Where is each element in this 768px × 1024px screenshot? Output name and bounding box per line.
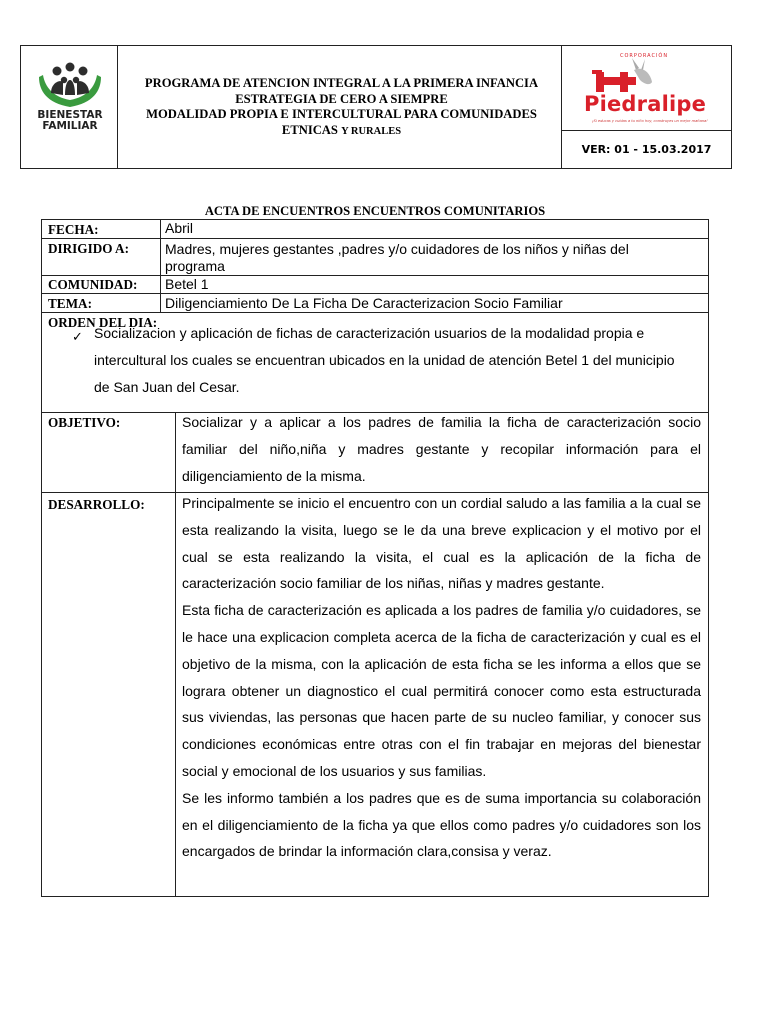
version-label: VER: 01 - 15.03.2017 (581, 142, 712, 156)
dirigido-label: DIRIGIDO A: (48, 241, 129, 256)
program-title (128, 76, 555, 139)
corporacion-label: CORPORACIÓN (620, 53, 669, 59)
dirigido-value: Madres, mujeres gestantes ,padres y/o cuidadores de los niños y niñas del programa (165, 241, 629, 274)
family-hands-icon (35, 61, 105, 111)
piedralipe-slogan: ¡Si educas y cuidas a tu niño hoy, construyes un mejor mañana! (592, 119, 708, 123)
piedralipe-logo (562, 46, 731, 131)
desarrollo-paragraph: Principalmente se inicio el encuentro con un cordial saludo a las familia a la cual se esta realizando la visita, luego se le da una breve explicacion y el motivo por el cual se esta realizando la visita, el cual es la aplicación de la ficha de caracterización socio familiar de los niñas, niñas y madres gestante. (182, 495, 701, 592)
header-title-cell (118, 46, 562, 168)
comunidad-value: Betel 1 (165, 276, 209, 292)
row-comunidad (42, 276, 708, 294)
program-title-line: ESTRATEGIA DE CERO A SIEMPRE (235, 91, 448, 106)
program-title-line: ETNICAS Y RURALES (281, 122, 402, 137)
objetivo-label: OBJETIVO: (48, 415, 121, 430)
desarrollo-paragraph: Esta ficha de caracterización es aplicada a los padres de familia y/o cuidadores, se le hace una explicacion completa acerca de la ficha de caracterización y cual es el objetivo de la misma, con la aplicación de esta ficha se les informa a ellos que se lograra obtener un diagnostico el cual permitirá conocer como esta estructurada sus viviendas, las personas que hacen parte de su nucleo familiar, y conocer sus condiciones económicas entre otras con el fin trabajar en mejoras del bienestar social y emocional de los usuarios y sus familias. (182, 602, 701, 779)
row-objetivo (42, 413, 708, 493)
objetivo-value: Socializar y a aplicar a los padres de familia la ficha de caracterización socio familiar del niño,niña y madres gestante y recopilar información para el diligenciamiento de la misma. (182, 414, 701, 484)
program-title-line: MODALIDAD PROPIA E INTERCULTURAL PARA COMUNIDADES (146, 107, 537, 121)
row-orden-del-dia (42, 313, 708, 413)
desarrollo-text (182, 490, 701, 865)
document-title: ACTA DE ENCUENTROS ENCUENTROS COMUNITARIOS (204, 204, 546, 218)
tema-label: TEMA: (48, 296, 92, 311)
row-desarrollo (42, 493, 708, 896)
orden-item: Socializacion y aplicación de fichas de caracterización usuarios de la modalidad propia e intercultural los cuales se encuentran ubicados en la unidad de atención Betel 1 del municipio de San Juan del Cesar. (94, 325, 675, 395)
orden-label: ORDEN DEL DIA: (48, 315, 158, 330)
logo-cell-left (21, 46, 118, 168)
document-header (20, 45, 732, 169)
donkey-icon (590, 58, 660, 94)
desarrollo-paragraph: Se les informo también a los padres que es de suma importancia su colaboración en el diligenciamiento de la ficha ya que ellos como padres y/o cuidadores son los encargados de brindar la información clara,consisa y veraz. (182, 789, 701, 860)
acta-table (41, 219, 709, 897)
row-tema (42, 294, 708, 313)
checkmark-icon: ✓ (72, 330, 83, 345)
fecha-label: FECHA: (48, 222, 99, 237)
row-fecha (42, 220, 708, 239)
fecha-value: Abril (165, 220, 194, 236)
row-dirigido (42, 239, 708, 276)
desarrollo-label: DESARROLLO: (48, 497, 145, 512)
tema-value: Diligenciamiento De La Ficha De Caracterizacion Socio Familiar (165, 295, 563, 311)
piedralipe-wordmark: Piedralipe (584, 92, 707, 116)
comunidad-label: COMUNIDAD: (48, 277, 138, 292)
logo-cell-right (562, 46, 731, 168)
program-title-line: PROGRAMA DE ATENCION INTEGRAL A LA PRIMERA INFANCIA (144, 76, 539, 90)
bienestar-familiar-wordmark: BIENESTAR FAMILIAR (37, 109, 103, 132)
